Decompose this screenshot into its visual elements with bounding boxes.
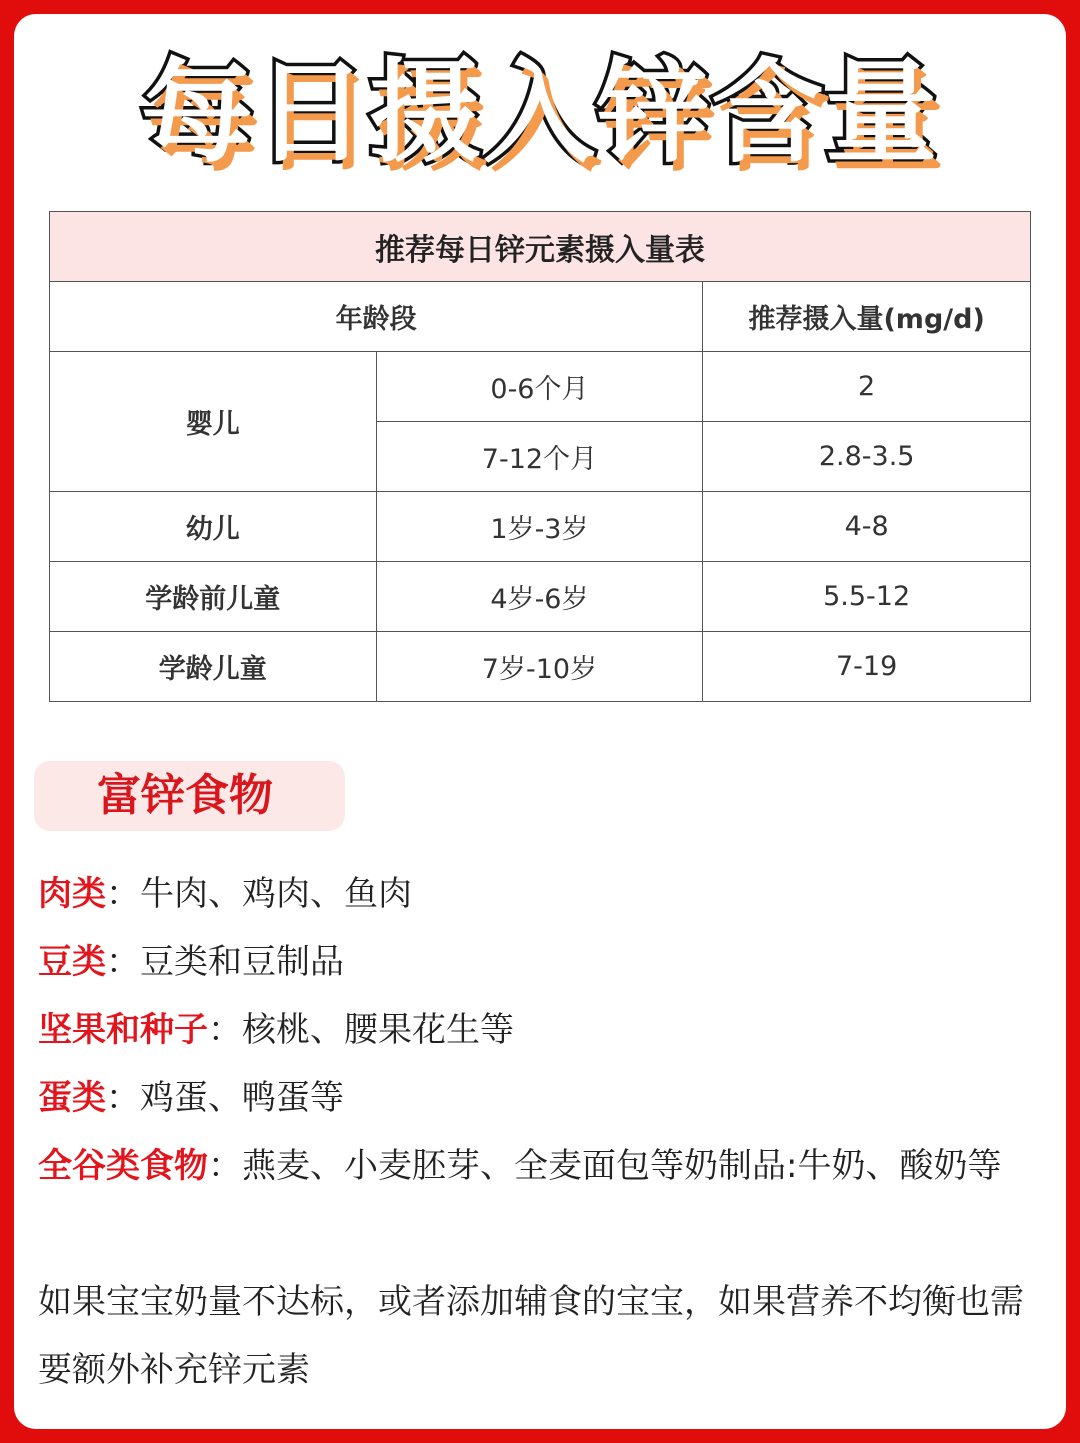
row-amount: 4-8 xyxy=(703,492,1031,562)
food-separator: ： xyxy=(208,1010,242,1050)
footnote-text: 如果宝宝奶量不达标，或者添加辅食的宝宝，如果营养不均衡也需要额外补充锌元素 xyxy=(38,1282,1024,1390)
food-items: 核桃、腰果花生等 xyxy=(242,1010,514,1050)
list-item xyxy=(38,1132,1058,1200)
table-row xyxy=(50,562,1031,632)
zinc-intake-table xyxy=(49,211,1031,702)
row-group: 学龄前儿童 xyxy=(50,562,377,632)
food-category: 坚果和种子 xyxy=(38,1010,208,1050)
row-range: 7-12个月 xyxy=(376,422,703,492)
food-category: 豆类 xyxy=(38,942,106,982)
row-group: 婴儿 xyxy=(50,352,377,492)
header-age: 年龄段 xyxy=(50,282,703,352)
food-category: 肉类 xyxy=(38,874,106,914)
row-range: 0-6个月 xyxy=(376,352,703,422)
table-caption: 推荐每日锌元素摄入量表 xyxy=(50,212,1031,282)
food-separator: ： xyxy=(106,942,140,982)
food-category: 蛋类 xyxy=(38,1078,106,1118)
page-title: 每日摄入锌含量 xyxy=(141,48,939,178)
food-separator: ： xyxy=(208,1146,242,1186)
list-item xyxy=(38,860,1058,928)
food-category: 全谷类食物 xyxy=(38,1146,208,1186)
row-amount: 7-19 xyxy=(703,632,1031,702)
table-header-row xyxy=(50,282,1031,352)
food-items: 豆类和豆制品 xyxy=(140,942,344,982)
food-items: 鸡蛋、鸭蛋等 xyxy=(140,1078,344,1118)
list-item xyxy=(38,996,1058,1064)
section-label: 富锌食物 xyxy=(97,770,273,821)
row-range: 7岁-10岁 xyxy=(376,632,703,702)
food-separator: ： xyxy=(106,1078,140,1118)
food-items: 牛肉、鸡肉、鱼肉 xyxy=(140,874,412,914)
food-separator: ： xyxy=(106,874,140,914)
table-row xyxy=(50,492,1031,562)
list-item xyxy=(38,1064,1058,1132)
header-amount: 推荐摄入量(mg/d) xyxy=(703,282,1031,352)
table-caption-row xyxy=(50,212,1031,282)
list-item xyxy=(38,928,1058,996)
row-amount: 2.8-3.5 xyxy=(703,422,1031,492)
row-amount: 2 xyxy=(703,352,1031,422)
table-row xyxy=(50,632,1031,702)
row-group: 学龄儿童 xyxy=(50,632,377,702)
zinc-food-list xyxy=(38,860,1058,1200)
row-amount: 5.5-12 xyxy=(703,562,1031,632)
row-group: 幼儿 xyxy=(50,492,377,562)
row-range: 4岁-6岁 xyxy=(376,562,703,632)
food-items: 燕麦、小麦胚芽、全麦面包等奶制品:牛奶、酸奶等 xyxy=(242,1146,1002,1186)
row-range: 1岁-3岁 xyxy=(376,492,703,562)
table-row xyxy=(50,352,1031,422)
